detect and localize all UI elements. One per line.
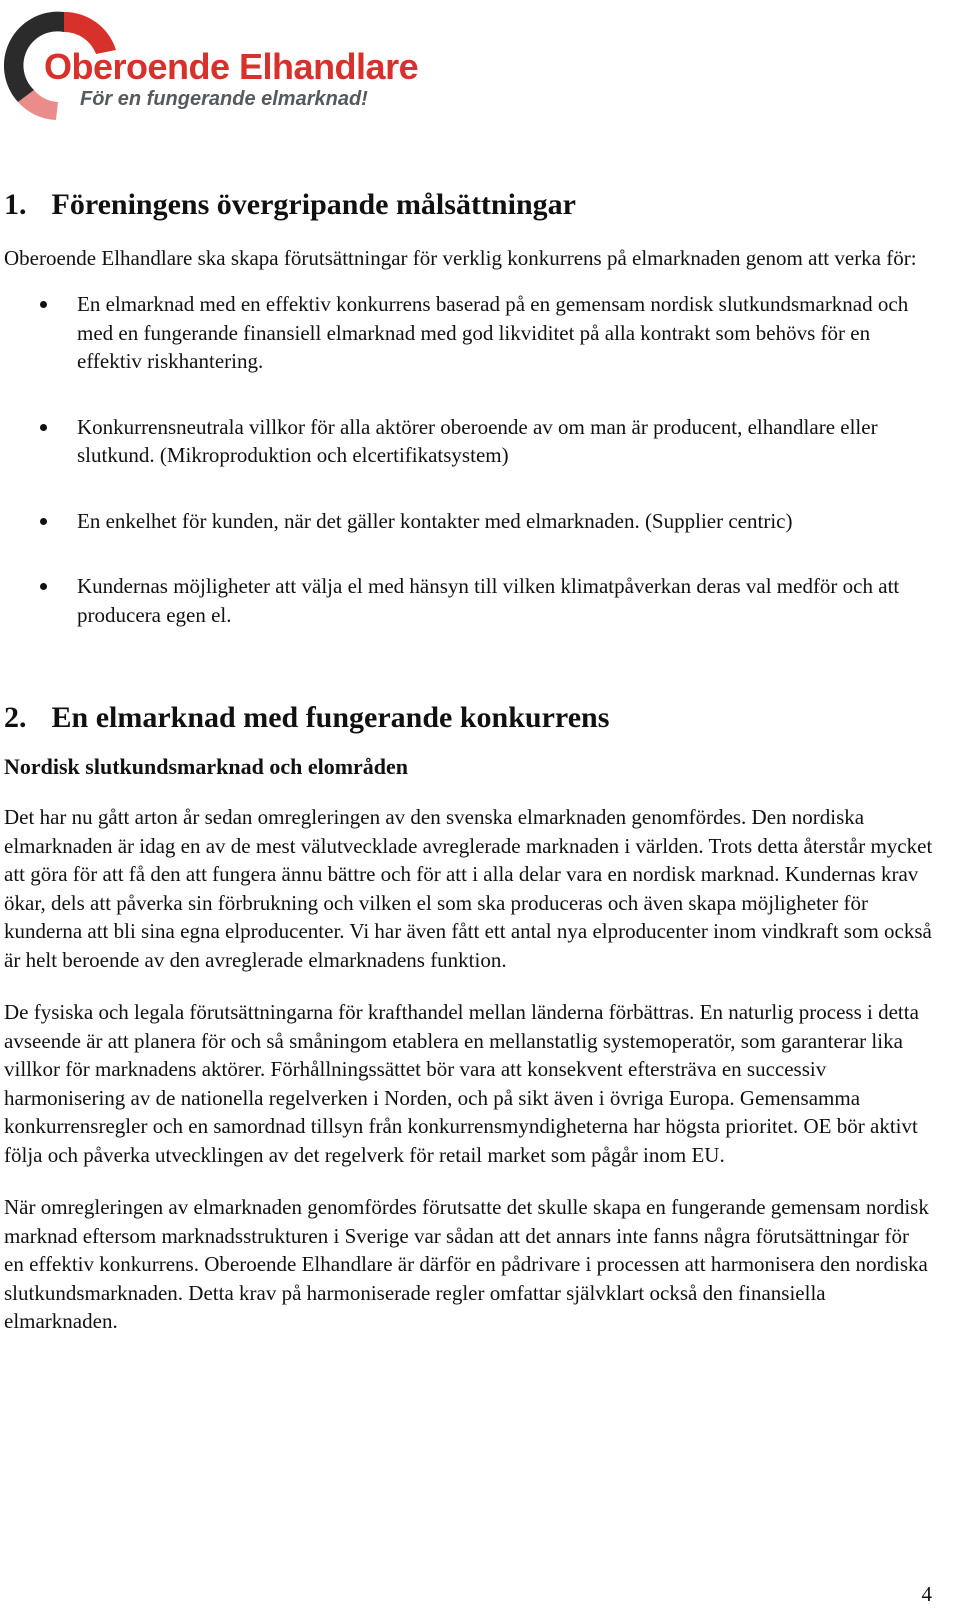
logo <box>4 6 419 126</box>
list-item <box>4 507 934 536</box>
logo-tagline: För en fungerande elmarknad! <box>80 88 368 110</box>
paragraph: Det har nu gått arton år sedan omregleringen av den svenska elmarknaden genomfördes. Den nordiska elmarknaden är idag en av de mest välutvecklade avreglerade marknaden i världen. Trots detta återstår mycket att göra för att få den att fungera ännu bättre och för att i alla delar vara en nordisk marknad. Kundernas krav ökar, dels att påverka sin förbrukning och vilken el som ska produceras och även skapa möjligheter för kunderna att bli sina egna elproducenter. Vi har även fått ett antal nya elproducenter inom vindkraft som också är helt beroende av den avreglerade elmarknadens funktion. <box>4 805 933 972</box>
section-2-title: En elmarknad med fungerande konkurrens <box>51 701 610 734</box>
bullet-icon <box>40 518 47 525</box>
section-2-number: 2. <box>4 701 27 734</box>
list-item <box>4 572 934 629</box>
paragraph: När omregleringen av elmarknaden genomfördes förutsatte det skulle skapa en fungerande gemensam nordisk marknad eftersom marknadsstrukturen i Sverige var sådan att det annars inte fanns några förutsättningar för en effektiv konkurrens. Oberoende Elhandlare är därför en pådrivare i processen att harmonisera den nordiska slutkundsmarknaden. Detta krav på harmoniserade regler omfattar självklart också den finansiella elmarknaden. <box>4 1195 929 1334</box>
bullet-icon <box>40 583 47 590</box>
list-item-text: En enkelhet för kunden, när det gäller kontakter med elmarknaden. (Supplier centric) <box>77 508 793 533</box>
section-2-subtitle: Nordisk slutkundsmarknad och elområden <box>4 753 409 779</box>
document-body <box>4 186 934 1360</box>
bullet-icon <box>40 424 47 431</box>
section-1-intro: Oberoende Elhandlare ska skapa förutsättningar för verklig konkurrens på elmarknaden genom att verka för: <box>4 245 917 270</box>
section-1-heading <box>4 186 934 224</box>
page-number: 4 <box>921 1582 932 1606</box>
section-1-title: Föreningens övergripande målsättningar <box>51 188 576 221</box>
logo-brand-name: Oberoende Elhandlare <box>44 46 419 87</box>
list-item <box>4 413 934 470</box>
list-item-text: Konkurrensneutrala villkor för alla aktörer oberoende av om man är producent, elhandlare eller slutkund. (Mikroproduktion och elcertifikatsystem) <box>77 414 878 467</box>
list-item-text: En elmarknad med en effektiv konkurrens baserad på en gemensam nordisk slutkundsmarknad och med en fungerande finansiell elmarknad med god likviditet på alla kontrakt som behövs för en effektiv riskhantering. <box>77 292 909 373</box>
paragraph: De fysiska och legala förutsättningarna för krafthandel mellan länderna förbättras. En naturlig process i detta avseende är att planera för och så småningom etablera en mellanstatlig systemoperatör, som garanterar lika villkor för marknadens aktörer. Förhållningssättet bör vara att konsekvent eftersträva en successiv harmonisering av de nationella regelverken i Norden, och på sikt även i övriga Europa. Gemensamma konkurrensregler och en samordnad tillsyn från konkurrensmyndigheterna har högsta prioritet. OE bör aktivt följa och påverka utvecklingen av det regelverk för retail market som pågår inom EU. <box>4 1000 919 1167</box>
list-item-text: Kundernas möjligheter att välja el med hänsyn till vilken klimatpåverkan deras val medför och att producera egen el. <box>77 574 900 627</box>
bullet-icon <box>40 301 47 308</box>
section-2-heading <box>4 699 934 737</box>
list-item <box>4 290 934 376</box>
goals-list <box>4 290 934 629</box>
section-1-number: 1. <box>4 188 27 221</box>
